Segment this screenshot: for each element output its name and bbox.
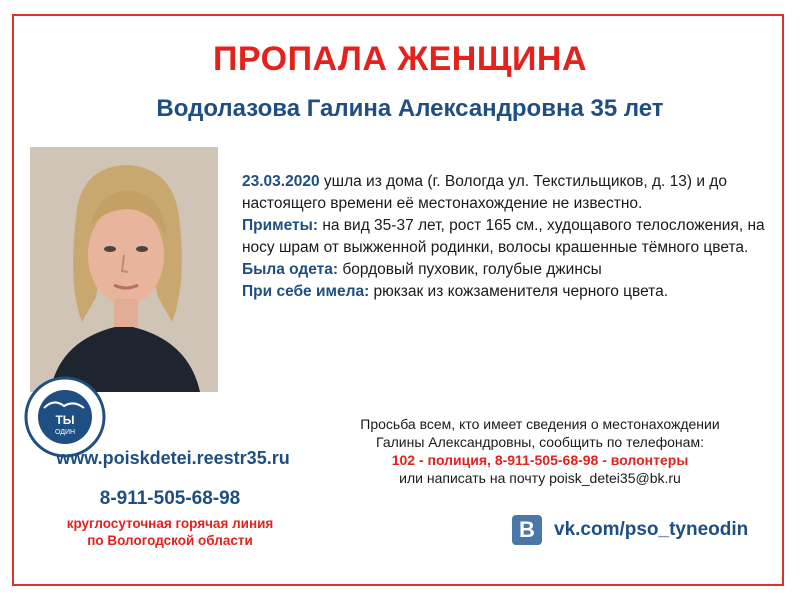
belongings-paragraph — [242, 281, 782, 303]
hotline-phone[interactable]: 8-911-505-68-98 — [99, 488, 241, 509]
svg-text:ТЫ: ТЫ — [55, 413, 75, 427]
request-phones: 102 - полиция, 8-911-505-68-98 - волонтеры — [391, 452, 689, 468]
features-label: Приметы: — [242, 217, 319, 234]
request-line-2: Галины Александровны, сообщить по телефонам: — [376, 434, 704, 450]
clothes-paragraph — [242, 259, 782, 281]
case-details — [242, 171, 782, 303]
vk-icon: B — [512, 515, 542, 545]
disappearance-date: 23.03.2020 — [242, 173, 320, 190]
pso-logo-icon — [24, 376, 106, 458]
features-paragraph — [242, 215, 782, 259]
hotline-note-line-1: круглосуточная горячая линия — [66, 516, 274, 531]
missing-person-name: Водолазова Галина Александровна 35 лет — [156, 95, 664, 122]
belongings-label: При себе имела: — [242, 283, 370, 300]
clothes-label: Была одета: — [242, 261, 339, 278]
request-line-1: Просьба всем, кто имеет сведения о местонахождении — [360, 416, 720, 432]
vk-link[interactable] — [512, 513, 762, 549]
contact-request — [320, 415, 760, 487]
hotline-note-line-2: по Вологодской области — [87, 533, 253, 548]
disappearance-paragraph — [242, 171, 782, 215]
hotline-block — [40, 487, 300, 549]
disappearance-text: ушла из дома (г. Вологда ул. Текстильщиков, д. 13) и до настоящего времени её местонахождение не известно. — [242, 173, 727, 212]
website-link[interactable]: www.poiskdetei.reestr35.ru — [56, 448, 290, 468]
poster-title: ПРОПАЛА ЖЕНЩИНА — [212, 40, 588, 78]
vk-url[interactable]: vk.com/pso_tyneodin — [554, 519, 749, 540]
svg-text:ОДИН: ОДИН — [54, 429, 76, 436]
request-email: или написать на почту poisk_detei35@bk.ru — [399, 470, 681, 486]
clothes-text: бордовый пуховик, голубые джинсы — [338, 261, 602, 278]
features-text: на вид 35-37 лет, рост 165 см., худощавого телосложения, на носу шрам от выжженной родинки, волосы крашенные тёмного цвета. — [242, 217, 765, 256]
missing-person-photo — [30, 147, 218, 392]
belongings-text: рюкзак из кожзаменителя черного цвета. — [369, 283, 669, 300]
